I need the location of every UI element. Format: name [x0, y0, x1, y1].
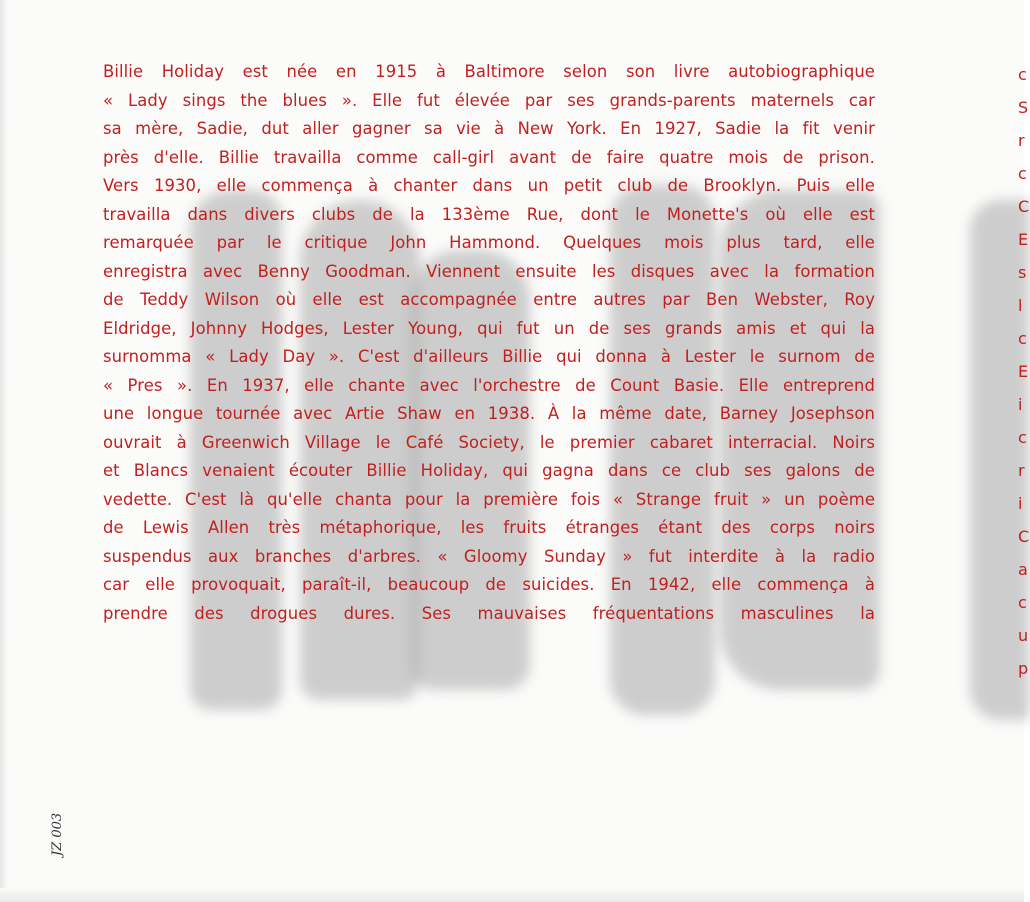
fragment-letter: s — [1018, 263, 1027, 282]
fragment-letter: l — [1018, 296, 1023, 315]
fragment-letter: C — [1018, 197, 1030, 216]
text-line: prendre des drogues dures. Ses mauvaises fréquentations masculines la — [103, 603, 875, 623]
right-column-fragments — [1018, 58, 1028, 685]
text-line: de Lewis Allen très métaphorique, les fruits étranges étant des corps noirs — [103, 518, 875, 537]
text-line: remarquée par le critique John Hammond. Quelques mois plus tard, elle — [103, 233, 875, 252]
fragment-letter: c — [1018, 329, 1027, 348]
fragment-letter: E — [1018, 230, 1029, 249]
text-line: Eldridge, Johnny Hodges, Lester Young, qui fut un de ses grands amis et qui la — [103, 318, 875, 338]
text-line: sa mère, Sadie, dut aller gagner sa vie à New York. En 1927, Sadie la fit venir — [103, 119, 875, 138]
text-line: « Pres ». En 1937, elle chante avec l'orchestre de Count Basie. Elle entreprend — [103, 375, 875, 395]
text-line: et Blancs venaient écouter Billie Holiday, qui gagna dans ce club ses galons de — [103, 461, 875, 480]
fragment-letter: c — [1018, 164, 1027, 183]
fragment-letter: r — [1018, 461, 1025, 480]
fragment-letter: i — [1018, 494, 1023, 513]
text-line: près d'elle. Billie travailla comme call-girl avant de faire quatre mois de prison. — [103, 147, 875, 167]
catalog-code: JZ 003 — [50, 812, 65, 856]
text-line: suspendus aux branches d'arbres. « Gloomy Sunday » fut interdite à la radio — [103, 546, 875, 566]
text-line: vedette. C'est là qu'elle chanta pour la première fois « Strange fruit » un poème — [103, 489, 875, 509]
text-line: Vers 1930, elle commença à chanter dans un petit club de Brooklyn. Puis elle — [103, 176, 875, 195]
text-line: de Teddy Wilson où elle est accompagnée entre autres par Ben Webster, Roy — [103, 290, 875, 309]
text-line: car elle provoquait, paraît-il, beaucoup de suicides. En 1942, elle commença à — [103, 575, 875, 594]
fragment-letter: p — [1018, 659, 1029, 678]
fragment-letter: i — [1018, 395, 1023, 414]
fragment-letter: c — [1018, 593, 1027, 612]
fragment-letter: C — [1018, 527, 1030, 546]
text-line: une longue tournée avec Artie Shaw en 1938. À la même date, Barney Josephson — [103, 404, 875, 423]
fragment-letter: u — [1018, 626, 1029, 645]
fragment-letter: r — [1018, 131, 1025, 150]
text-line: Billie Holiday est née en 1915 à Baltimore selon son livre autobiographique — [103, 62, 875, 81]
biography-text — [103, 58, 875, 628]
text-line: travailla dans divers clubs de la 133ème Rue, dont le Monette's où elle est — [103, 204, 875, 224]
fragment-letter: E — [1018, 362, 1029, 381]
fragment-letter: S — [1018, 98, 1029, 117]
text-line: ouvrait à Greenwich Village le Café Society, le premier cabaret interracial. Noirs — [103, 432, 875, 452]
fragment-letter: c — [1018, 65, 1027, 84]
text-line: surnomma « Lady Day ». C'est d'ailleurs Billie qui donna à Lester le surnom de — [103, 347, 875, 366]
text-line: enregistra avec Benny Goodman. Viennent ensuite les disques avec la formation — [103, 261, 875, 281]
fragment-letter: a — [1018, 560, 1028, 579]
fragment-letter: c — [1018, 428, 1027, 447]
text-line: « Lady sings the blues ». Elle fut élevée par ses grands-parents maternels car — [103, 90, 875, 110]
